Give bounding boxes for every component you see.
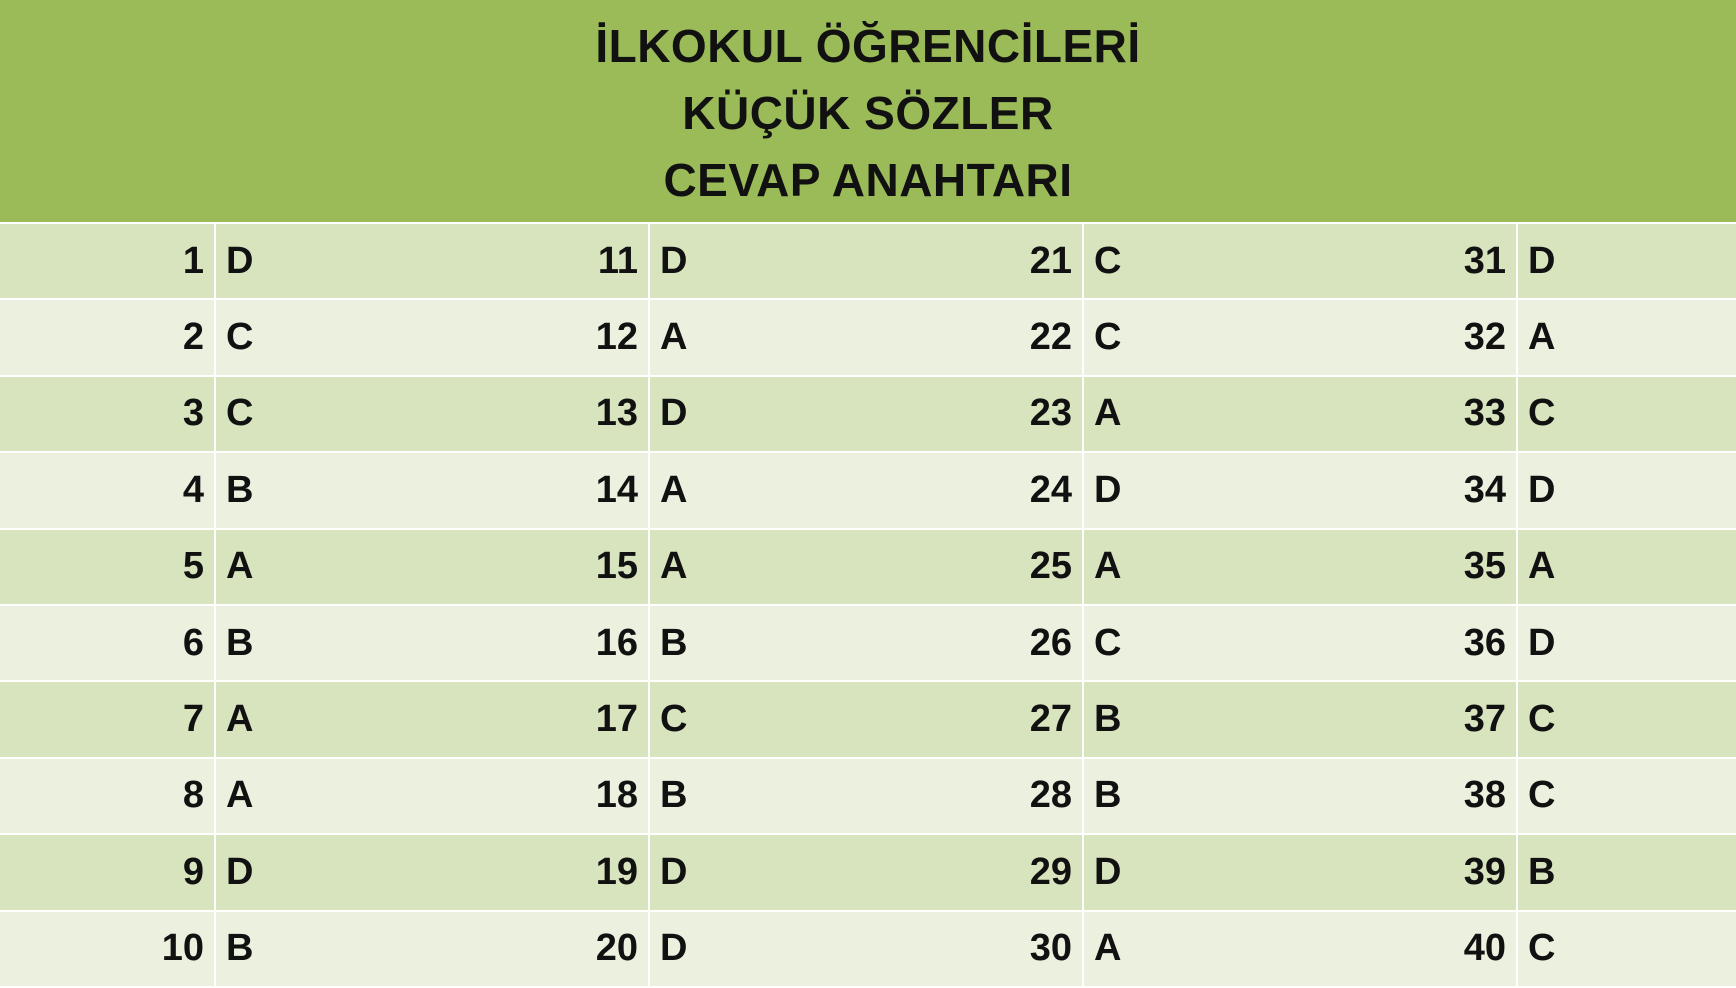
answer-letter: C: [1084, 606, 1302, 680]
answer-row: [0, 377, 434, 453]
answer-row: [868, 300, 1302, 376]
question-number: 22: [868, 300, 1084, 374]
answer-letter: B: [216, 453, 434, 527]
answer-letter: C: [1518, 377, 1736, 451]
answer-row: [868, 682, 1302, 758]
answer-letter: A: [216, 530, 434, 604]
answer-letter: A: [216, 682, 434, 756]
question-number: 35: [1302, 530, 1518, 604]
question-number: 12: [434, 300, 650, 374]
question-number: 8: [0, 759, 216, 833]
header-title-line-2: KÜÇÜK SÖZLER: [682, 86, 1054, 139]
answer-row: [434, 453, 868, 529]
answer-letter: D: [650, 377, 868, 451]
question-number: 16: [434, 606, 650, 680]
answer-row: [434, 606, 868, 682]
answer-row: [0, 682, 434, 758]
answer-row: [434, 835, 868, 911]
question-number: 11: [434, 224, 650, 298]
question-number: 32: [1302, 300, 1518, 374]
question-number: 40: [1302, 912, 1518, 986]
question-number: 29: [868, 835, 1084, 909]
question-number: 24: [868, 453, 1084, 527]
answer-row: [1302, 835, 1736, 911]
answer-letter: B: [1518, 835, 1736, 909]
question-number: 38: [1302, 759, 1518, 833]
answer-letter: D: [1084, 453, 1302, 527]
answer-row: [1302, 912, 1736, 988]
answer-row: [0, 224, 434, 300]
answer-letter: D: [650, 912, 868, 986]
answer-letter: B: [216, 912, 434, 986]
answer-letter: A: [650, 530, 868, 604]
question-number: 18: [434, 759, 650, 833]
question-number: 19: [434, 835, 650, 909]
answer-letter: A: [1084, 530, 1302, 604]
question-number: 7: [0, 682, 216, 756]
answer-row: [434, 759, 868, 835]
question-number: 31: [1302, 224, 1518, 298]
question-number: 21: [868, 224, 1084, 298]
answer-row: [1302, 224, 1736, 300]
question-number: 14: [434, 453, 650, 527]
answer-letter: B: [650, 606, 868, 680]
question-number: 17: [434, 682, 650, 756]
answer-letter: D: [1518, 606, 1736, 680]
answer-letter: C: [216, 377, 434, 451]
answer-letter: D: [216, 224, 434, 298]
answer-row: [0, 912, 434, 988]
answer-row: [868, 530, 1302, 606]
question-number: 26: [868, 606, 1084, 680]
answer-row: [868, 912, 1302, 988]
question-number: 36: [1302, 606, 1518, 680]
answer-letter: A: [216, 759, 434, 833]
answer-letter: B: [1084, 682, 1302, 756]
answer-row: [434, 912, 868, 988]
question-number: 34: [1302, 453, 1518, 527]
answer-letter: A: [1084, 377, 1302, 451]
answer-row: [1302, 300, 1736, 376]
answer-letter: D: [650, 224, 868, 298]
answer-letter: D: [1518, 224, 1736, 298]
question-number: 30: [868, 912, 1084, 986]
answer-row: [0, 759, 434, 835]
answer-row: [0, 606, 434, 682]
answer-grid: [0, 224, 1736, 988]
answer-row: [434, 530, 868, 606]
answer-row: [434, 224, 868, 300]
answer-letter: C: [1518, 912, 1736, 986]
question-number: 33: [1302, 377, 1518, 451]
answer-letter: A: [1518, 530, 1736, 604]
answer-row: [434, 682, 868, 758]
answer-letter: B: [1084, 759, 1302, 833]
question-number: 25: [868, 530, 1084, 604]
answer-row: [1302, 759, 1736, 835]
answer-letter: D: [216, 835, 434, 909]
question-number: 23: [868, 377, 1084, 451]
question-number: 2: [0, 300, 216, 374]
answer-letter: C: [1518, 682, 1736, 756]
answer-letter: D: [650, 835, 868, 909]
question-number: 3: [0, 377, 216, 451]
answer-letter: A: [650, 453, 868, 527]
answer-letter: D: [1518, 453, 1736, 527]
question-number: 27: [868, 682, 1084, 756]
answer-letter: C: [216, 300, 434, 374]
answer-row: [1302, 377, 1736, 453]
answer-letter: B: [650, 759, 868, 833]
answer-row: [434, 300, 868, 376]
question-number: 5: [0, 530, 216, 604]
answer-row: [0, 530, 434, 606]
answer-row: [868, 606, 1302, 682]
header-title-line-1: İLKOKUL ÖĞRENCİLERİ: [595, 19, 1141, 72]
answer-letter: B: [216, 606, 434, 680]
answer-letter: A: [1518, 300, 1736, 374]
question-number: 13: [434, 377, 650, 451]
question-number: 28: [868, 759, 1084, 833]
answer-row: [868, 835, 1302, 911]
answer-letter: C: [1518, 759, 1736, 833]
answer-row: [0, 300, 434, 376]
answer-row: [1302, 682, 1736, 758]
answer-letter: D: [1084, 835, 1302, 909]
answer-letter: C: [1084, 300, 1302, 374]
answer-letter: A: [1084, 912, 1302, 986]
answer-row: [1302, 453, 1736, 529]
question-number: 37: [1302, 682, 1518, 756]
answer-row: [868, 224, 1302, 300]
answer-letter: C: [1084, 224, 1302, 298]
question-number: 15: [434, 530, 650, 604]
answer-letter: C: [650, 682, 868, 756]
answer-row: [1302, 530, 1736, 606]
answer-row: [0, 453, 434, 529]
answer-row: [1302, 606, 1736, 682]
question-number: 6: [0, 606, 216, 680]
answer-row: [868, 759, 1302, 835]
question-number: 39: [1302, 835, 1518, 909]
question-number: 4: [0, 453, 216, 527]
answer-row: [434, 377, 868, 453]
answer-key-header: [0, 0, 1736, 222]
answer-row: [0, 835, 434, 911]
question-number: 20: [434, 912, 650, 986]
header-title-line-3: CEVAP ANAHTARI: [663, 153, 1073, 206]
answer-row: [868, 453, 1302, 529]
answer-row: [868, 377, 1302, 453]
question-number: 9: [0, 835, 216, 909]
question-number: 10: [0, 912, 216, 986]
answer-letter: A: [650, 300, 868, 374]
question-number: 1: [0, 224, 216, 298]
